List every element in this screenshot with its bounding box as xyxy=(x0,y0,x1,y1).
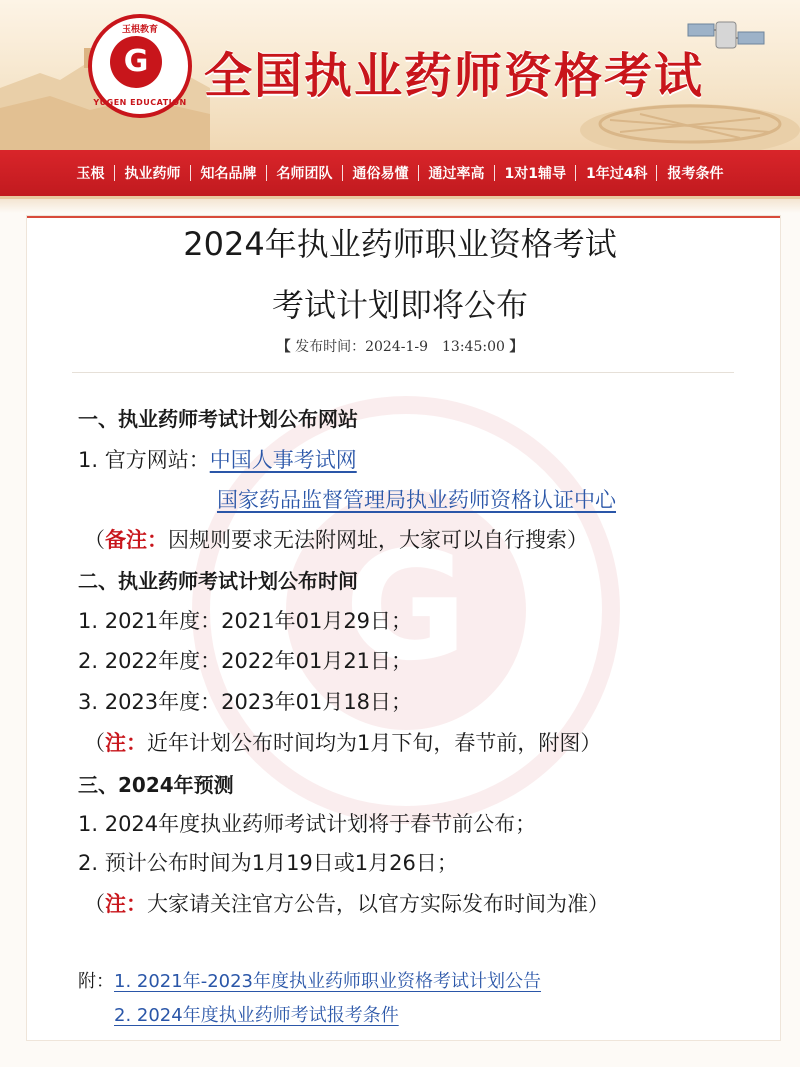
nav-item-four-subjects[interactable]: 1年过4科 xyxy=(576,163,657,183)
section1-official-sites xyxy=(78,445,357,475)
nav-item-tutoring[interactable]: 1对1辅导 xyxy=(495,163,576,183)
note-label: 注： xyxy=(105,892,147,916)
attachments-label: 附： xyxy=(78,971,114,992)
main-nav xyxy=(0,150,800,199)
nav-item-brand[interactable]: 知名品牌 xyxy=(191,163,267,183)
note-text: 近年计划公布时间均为1月下旬，春节前，附图） xyxy=(147,731,602,755)
section1-heading: 一、执业药师考试计划公布网站 xyxy=(78,407,358,431)
list-item: 2. 预计公布时间为1月19日或1月26日； xyxy=(78,851,458,875)
title-divider xyxy=(72,372,734,373)
attachments-row1 xyxy=(78,969,541,995)
article-title-line1: 2024年执业药师职业资格考试 xyxy=(183,225,617,263)
brand-logo[interactable] xyxy=(88,14,192,118)
nav-item-pharmacist[interactable]: 执业药师 xyxy=(115,163,191,183)
section3-note xyxy=(84,889,609,919)
note-label: 备注： xyxy=(105,528,168,552)
official-sites-prefix: 1. 官方网站： xyxy=(78,448,210,472)
link-cpta[interactable]: 中国人事考试网 xyxy=(209,448,357,472)
list-item: 1. 2021年度：2021年01月29日； xyxy=(78,609,413,633)
attachment-link-plans[interactable]: 1. 2021年-2023年度执业药师职业资格考试计划公告 xyxy=(114,971,542,992)
attachments-row2 xyxy=(114,1003,399,1029)
nav-item-pass-rate[interactable]: 通过率高 xyxy=(419,163,495,183)
note-open-paren: （ xyxy=(84,892,105,916)
list-item: 3. 2023年度：2023年01月18日； xyxy=(78,690,413,714)
nav-shadow xyxy=(0,199,800,213)
publish-bracket-close: 】 xyxy=(509,339,524,355)
logo-top-text: 玉根教育 xyxy=(121,25,158,35)
note-open-paren: （ xyxy=(84,731,105,755)
nav-item-easy[interactable]: 通俗易懂 xyxy=(343,163,419,183)
list-item: 2. 2022年度：2022年01月21日； xyxy=(78,649,413,673)
note-text: 大家请关注官方公告，以官方实际发布时间为准） xyxy=(147,892,609,916)
logo-glyph: G xyxy=(110,36,162,88)
section1-link2-row xyxy=(217,485,616,515)
link-nmpa-center[interactable]: 国家药品监督管理局执业药师资格认证中心 xyxy=(217,488,616,512)
nav-item-requirements[interactable]: 报考条件 xyxy=(657,163,733,183)
section3-heading: 三、2024年预测 xyxy=(78,773,234,797)
header-banner xyxy=(0,0,800,150)
nav-item-teachers[interactable]: 名师团队 xyxy=(267,163,343,183)
publish-time xyxy=(0,336,800,358)
section2-heading: 二、执业药师考试计划公布时间 xyxy=(78,569,358,593)
note-text: 因规则要求无法附网址，大家可以自行搜索） xyxy=(168,528,588,552)
nav-item-yugen[interactable]: 玉根 xyxy=(76,166,105,182)
publish-bracket-open: 【 xyxy=(276,339,291,355)
logo-bottom-text: YUGEN EDUCATION xyxy=(93,98,187,107)
note-label: 注： xyxy=(105,731,147,755)
attachment-link-requirements[interactable]: 2. 2024年度执业药师考试报考条件 xyxy=(114,1005,399,1026)
note-open-paren: （ xyxy=(84,528,105,552)
article-title-line2: 考试计划即将公布 xyxy=(271,286,528,324)
publish-time-value: 发布时间：2024-1-9 13:45:00 xyxy=(295,339,505,355)
section2-note xyxy=(84,728,601,758)
list-item: 1. 2024年度执业药师考试计划将于春节前公布； xyxy=(78,812,537,836)
site-title: 全国执业药师资格考试 xyxy=(204,48,705,104)
section1-note xyxy=(84,525,588,555)
